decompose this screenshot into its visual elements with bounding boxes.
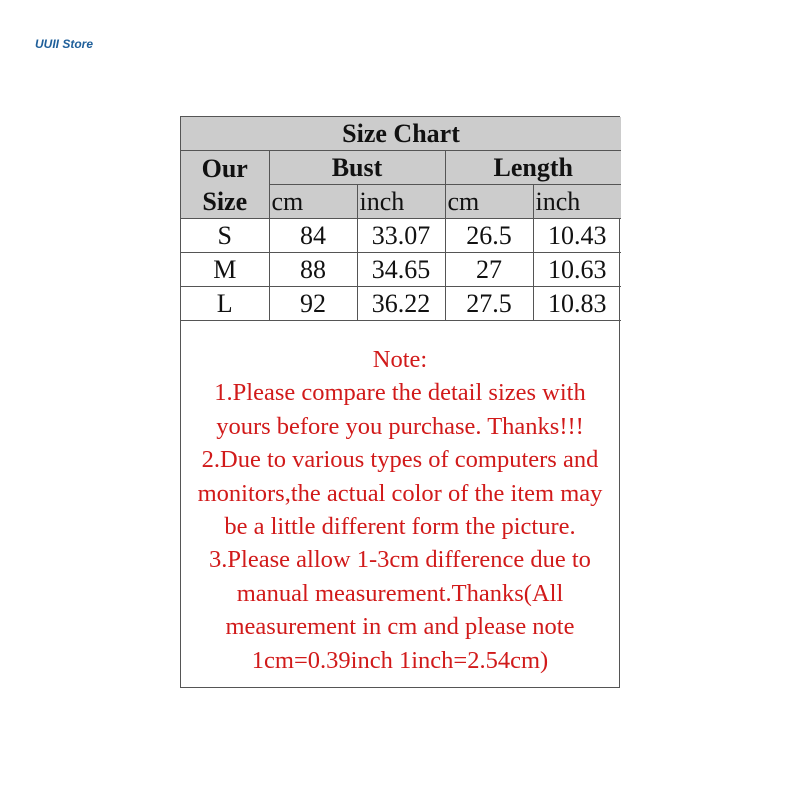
table-row (181, 287, 621, 321)
length-cm-cell: 26.5 (445, 219, 533, 253)
length-inch-cell: 10.43 (533, 219, 621, 253)
note-line: measurement in cm and please note (225, 613, 575, 641)
length-inch-cell: 10.83 (533, 287, 621, 321)
bust-cm-cell: 88 (269, 253, 357, 287)
store-name: UUII Store (35, 37, 94, 51)
size-chart (180, 116, 620, 688)
bust-inch-cell: 33.07 (357, 219, 445, 253)
note-line: 1.Please compare the detail sizes with (214, 379, 586, 407)
note-line: 3.Please allow 1-3cm difference due to (209, 546, 591, 574)
bust-cm-cell: 92 (269, 287, 357, 321)
chart-title: Size Chart (181, 117, 621, 151)
note-block (183, 321, 617, 677)
size-cell: S (181, 219, 269, 253)
our-size-header (181, 151, 269, 219)
our-size-line2: Size (202, 186, 248, 216)
note-line: be a little different form the picture. (224, 513, 576, 541)
note-line: monitors,the actual color of the item may (197, 479, 603, 507)
bust-inch-cell: 34.65 (357, 253, 445, 287)
our-size-line1: Our (201, 153, 248, 183)
table-row (181, 253, 621, 287)
size-cell: M (181, 253, 269, 287)
note-line: yours before you purchase. Thanks!!! (216, 412, 584, 440)
table-row (181, 219, 621, 253)
note-line: Note: (372, 346, 428, 373)
length-cm-cell: 27 (445, 253, 533, 287)
note-line: manual measurement.Thanks(All (236, 579, 564, 607)
length-inch-cell: 10.63 (533, 253, 621, 287)
bust-header: Bust (269, 151, 445, 185)
note-line: 1cm=0.39inch 1inch=2.54cm) (251, 646, 549, 674)
size-table (181, 117, 621, 321)
unit-header: inch (357, 185, 445, 219)
bust-inch-cell: 36.22 (357, 287, 445, 321)
bust-cm-cell: 84 (269, 219, 357, 253)
unit-header: cm (445, 185, 533, 219)
unit-header: inch (533, 185, 621, 219)
length-header: Length (445, 151, 621, 185)
size-cell: L (181, 287, 269, 321)
unit-header: cm (269, 185, 357, 219)
length-cm-cell: 27.5 (445, 287, 533, 321)
note-line: 2.Due to various types of computers and (201, 446, 599, 474)
